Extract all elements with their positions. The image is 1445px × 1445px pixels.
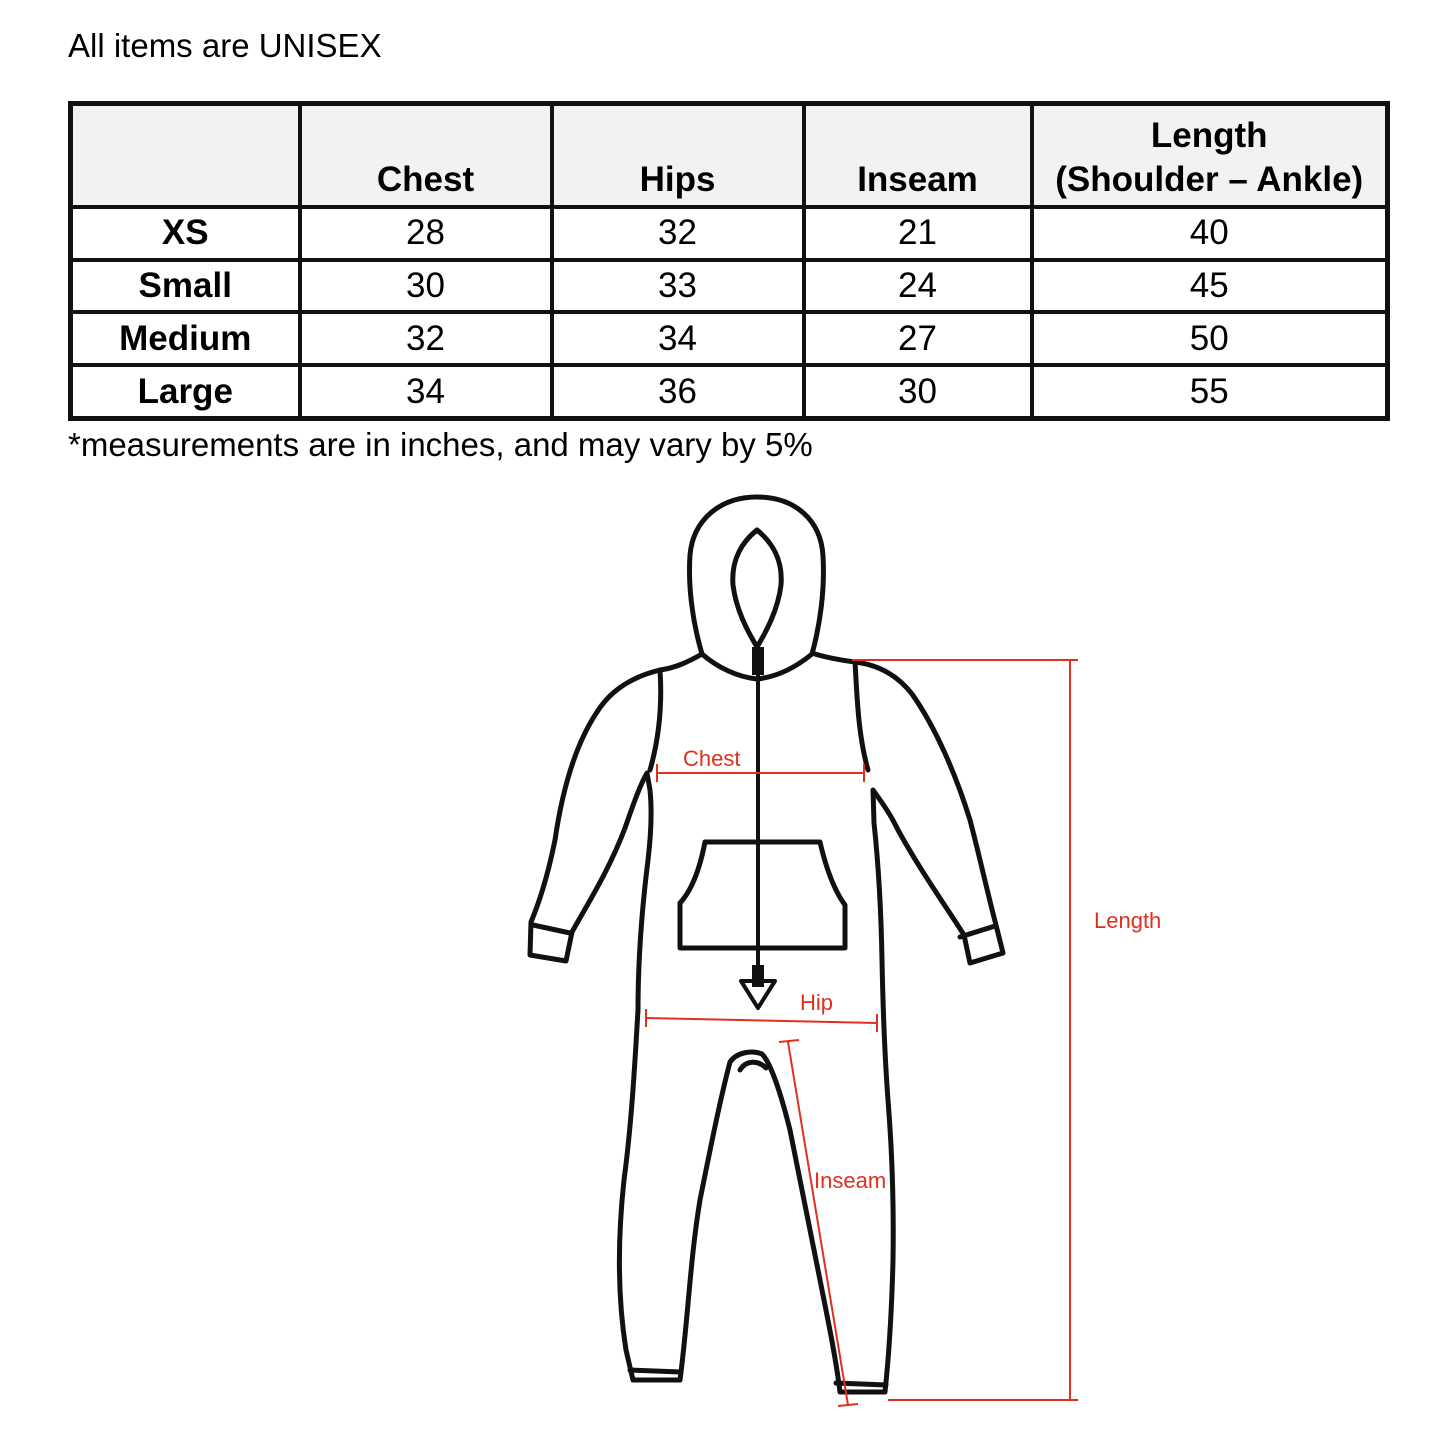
chest-value: 34 xyxy=(300,365,552,418)
kangaroo-pocket xyxy=(680,842,845,948)
size-label: Small xyxy=(71,260,300,313)
hip-measure-line xyxy=(646,1018,877,1023)
hips-value: 32 xyxy=(552,207,804,260)
inseam-measure-line xyxy=(788,1042,848,1405)
zipper-pull xyxy=(752,965,764,987)
left-sleeve-seam xyxy=(650,670,661,770)
measurement-note: *measurements are in inches, and may vary by 5% xyxy=(68,426,813,463)
hips-value: 34 xyxy=(552,312,804,365)
length-value: 40 xyxy=(1032,207,1388,260)
header-length-title: Length xyxy=(1150,116,1268,155)
hood-opening xyxy=(733,530,781,647)
right-sleeve-seam xyxy=(855,662,868,770)
chest-value: 28 xyxy=(300,207,552,260)
length-value: 45 xyxy=(1032,260,1388,313)
measurement-guides xyxy=(646,660,1161,1406)
inseam-measure-cap-top xyxy=(779,1040,799,1042)
page-heading: All items are UNISEX xyxy=(68,27,382,64)
left-cuff-line xyxy=(533,925,570,933)
chest-value: 30 xyxy=(300,260,552,313)
inseam-measure-cap-bottom xyxy=(838,1404,858,1406)
inseam-value: 27 xyxy=(804,312,1032,365)
header-inseam: Inseam xyxy=(804,104,1032,208)
body-outline xyxy=(530,654,1003,1392)
chest-value: 32 xyxy=(300,312,552,365)
hip-label: Hip xyxy=(800,990,834,1015)
size-label: XS xyxy=(71,207,300,260)
inseam-value: 24 xyxy=(804,260,1032,313)
inseam-value: 21 xyxy=(804,207,1032,260)
length-label: Length xyxy=(1094,908,1162,933)
crotch-inner xyxy=(740,1062,766,1070)
right-cuff-line xyxy=(960,926,995,937)
length-value: 55 xyxy=(1032,365,1388,418)
header-length-subtitle: (Shoulder – Ankle) xyxy=(1055,160,1364,199)
left-ankle-cuff-line xyxy=(630,1370,681,1372)
chest-label: Chest xyxy=(683,746,741,771)
header-chest: Chest xyxy=(300,104,552,208)
size-label: Large xyxy=(71,365,300,418)
header-hips: Hips xyxy=(552,104,804,208)
zipper-top xyxy=(752,647,764,675)
onesie-outline xyxy=(530,497,1003,1392)
hips-value: 36 xyxy=(552,365,804,418)
inseam-value: 30 xyxy=(804,365,1032,418)
size-label: Medium xyxy=(71,312,300,365)
length-value: 50 xyxy=(1032,312,1388,365)
hips-value: 33 xyxy=(552,260,804,313)
inseam-label: Inseam xyxy=(814,1168,887,1193)
